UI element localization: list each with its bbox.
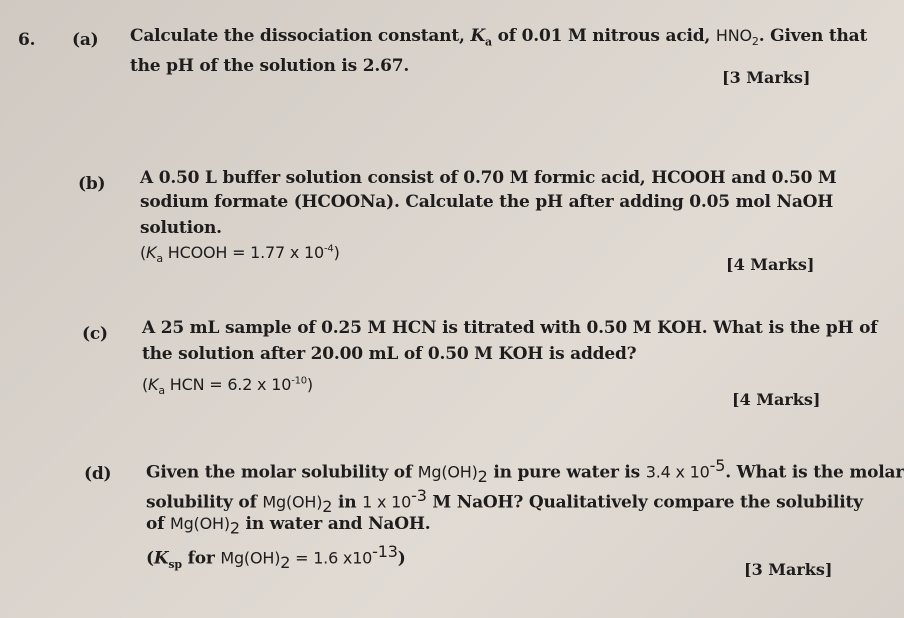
part-c-marks: [4 Marks] (732, 390, 821, 409)
part-b-marks: [4 Marks] (726, 255, 815, 274)
part-d-line-1: Given the molar solubility of $Mg(OH)_2$ in pure water is 3.4 x $10^{-5}$. What is the molar (146, 456, 904, 487)
part-a-line-1: Calculate the dissociation constant, $K_a$ of 0.01 M nitrous acid, $HNO_2$. Given that (130, 26, 868, 49)
part-b-line-2: sodium formate (HCOONa). Calculate the pH after adding 0.05 mol NaOH (140, 192, 834, 212)
part-b-line-3: solution. (140, 218, 222, 238)
part-b-given-constant: ($K_a$ HCOOH = 1.77 x $10^{-4}$) (140, 243, 340, 266)
part-d-given-constant: ($K_{sp}$ for $Mg(OH)_2 = 1.6$ $x10^{-13}$) (146, 542, 406, 573)
part-c-given-constant: ($K_a$ HCN = 6.2 x $10^{-10}$) (142, 375, 313, 398)
part-b-label: (b) (78, 174, 106, 194)
part-a-line-2: the pH of the solution is 2.67. (130, 56, 410, 76)
part-b-line-1: A 0.50 L buffer solution consist of 0.70 M formic acid, HCOOH and 0.50 M (140, 168, 837, 188)
question-number: 6. (18, 30, 36, 50)
part-d-label: (d) (84, 464, 112, 484)
part-d-marks: [3 Marks] (744, 560, 833, 579)
part-c-line-2: the solution after 20.00 mL of 0.50 M KOH is added? (142, 344, 637, 364)
part-c-line-1: A 25 mL sample of 0.25 M HCN is titrated with 0.50 M KOH. What is the pH of (142, 318, 878, 338)
part-d-line-2: solubility of $Mg(OH)_2$ in 1 x $10^{-3}$ M NaOH? Qualitatively compare the solubility (146, 486, 863, 517)
part-a-label: (a) (72, 30, 99, 50)
part-d-line-3: of $Mg(OH)_2$ in water and NaOH. (146, 514, 431, 538)
part-a-marks: [3 Marks] (722, 68, 811, 87)
part-c-label: (c) (82, 324, 108, 344)
